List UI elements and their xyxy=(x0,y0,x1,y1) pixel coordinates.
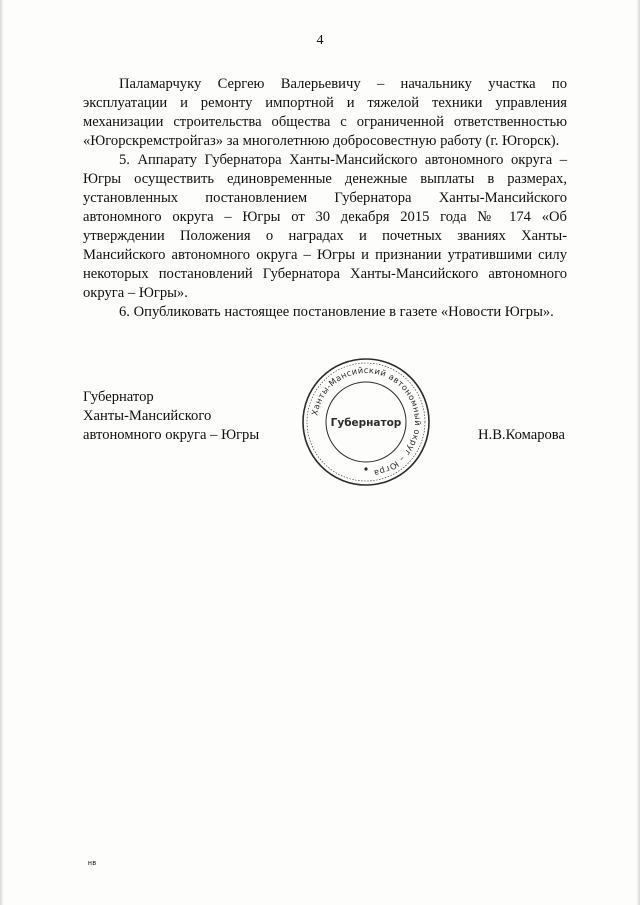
seal-center-text: Губернатор xyxy=(330,417,402,429)
signature-title-line: Губернатор xyxy=(83,389,154,405)
signature-title-line: Ханты-Мансийского xyxy=(83,408,212,424)
signatory-name: Н.В.Комарова xyxy=(478,427,565,443)
official-seal xyxy=(300,356,432,488)
signature-title-block xyxy=(83,388,259,445)
paragraph-item-5: 5. Аппарату Губернатора Ханты-Мансийского автономного округа – Югры осуществить единовременные денежные выплаты в размерах, установленных постановлением Губернатора Ханты-Мансийского автономного округа – Югры от 30 декабря 2015 года № 174 «Об утверждении Положения о наградах и почетных званиях Ханты-Мансийского автономного округа – Югры и признании утратившими силу некоторых постановлений Губернатора Ханты-Мансийского автономного округа – Югры». xyxy=(83,152,567,301)
document-body xyxy=(83,75,567,322)
signature-title-line: автономного округа – Югры xyxy=(83,427,260,443)
seal-graphic xyxy=(300,356,432,488)
page-number: 4 xyxy=(316,33,324,48)
footer-code: нв xyxy=(88,860,97,867)
paragraph-item-6: 6. Опубликовать настоящее постановление в газете «Новости Югры». xyxy=(119,304,554,320)
seal-ring-text: Ханты-Мансийский автономный округ – Югра xyxy=(309,364,424,479)
seal-star-mark xyxy=(364,467,367,470)
paragraph-award-palamarchuk: Паламарчуку Сергею Валерьевичу – начальнику участка по эксплуатации и ремонту импортной и тяжелой техники управления механизации строительства общества с ограниченной ответственностью «Югорскремстройгаз» за многолетнюю добросовестную работу (г. Югорск). xyxy=(83,76,567,149)
scan-edge-left xyxy=(0,0,3,905)
